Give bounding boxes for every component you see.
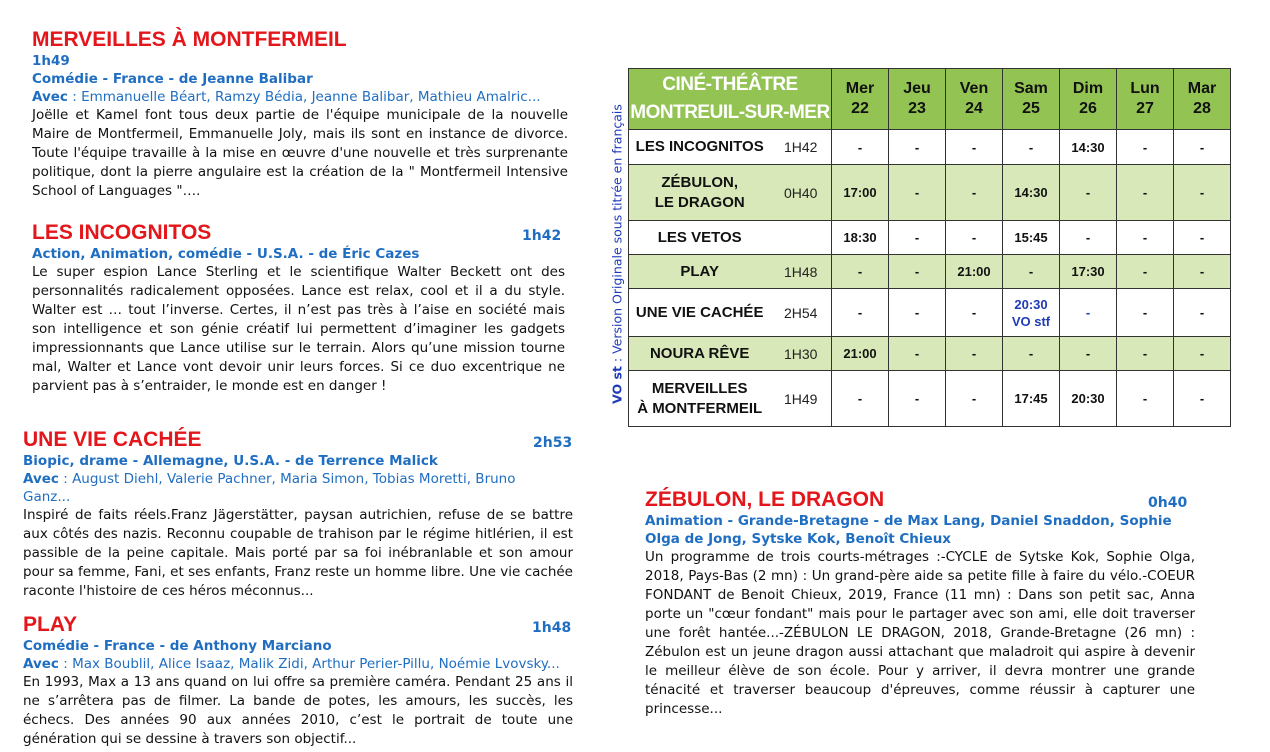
film-play: [23, 613, 573, 749]
showtime-cell: -: [1003, 130, 1060, 165]
schedule-row: [629, 165, 1231, 221]
film-cast: [23, 470, 573, 506]
showtime-cell: -: [1060, 165, 1117, 221]
day-number: 25: [1022, 100, 1040, 117]
day-name: Lun: [1130, 80, 1160, 97]
film-cast: [23, 655, 573, 673]
showtime-cell: -: [832, 371, 889, 427]
schedule-film-duration: 1H48: [770, 255, 831, 289]
showtime-cell: 17:30: [1060, 255, 1117, 289]
cast-names: : August Diehl, Valerie Pachner, Maria Simon, Tobias Moretti, Bruno Ganz...: [23, 471, 516, 505]
schedule-film-name-line2: À MONTFERMEIL: [637, 399, 763, 417]
day-number: 24: [965, 100, 983, 117]
schedule-film-name: [629, 165, 771, 221]
showtime-cell: 14:30: [1003, 165, 1060, 221]
showtime-cell: -: [1117, 289, 1174, 337]
schedule-film-name: [629, 337, 771, 371]
day-number: 28: [1193, 100, 1211, 117]
schedule-film-name-line1: MERVEILLES: [651, 379, 748, 397]
showtime-cell: -: [1117, 255, 1174, 289]
film-title: LES INCOGNITOS: [32, 221, 212, 244]
showtime-cell: -: [889, 255, 946, 289]
film-meta: Animation - Grande-Bretagne - de Max Lang, Daniel Snaddon, Sophie Olga de Jong, Sytske Kok, Benoît Chieux: [645, 513, 1172, 547]
day-name: Dim: [1072, 80, 1104, 97]
film-meta: Comédie - France - de Anthony Marciano: [23, 638, 332, 654]
schedule-row: [629, 337, 1231, 371]
film-vie-cachee: [23, 428, 573, 601]
film-meta: Comédie - France - de Jeanne Balibar: [32, 71, 313, 87]
schedule-film-duration: 1H42: [770, 130, 831, 165]
showtime-cell: -: [889, 289, 946, 337]
showtime-cell: -: [1003, 255, 1060, 289]
cast-label: Avec: [23, 471, 59, 487]
schedule-film-name-line2: LE DRAGON: [654, 193, 745, 211]
schedule-film-name-line1: ZÉBULON,: [661, 173, 739, 191]
schedule-film-duration: [770, 221, 831, 255]
schedule-row: [629, 371, 1231, 427]
showtime-cell: 18:30: [832, 221, 889, 255]
film-synopsis: Le super espion Lance Sterling et le scientifique Walter Beckett ont des personnalités radicalement opposées. Lance est relax, cool et il a du style. Walter est … tout l’inverse. Certes, il n’est pas très à l’aise en société mais son intelligence et son génie créatif lui permettent d’imaginer les gadgets impressionnants que Lance utilise sur le terrain. Alors qu’une mission tourne mal, Walter et Lance vont devoir unir leurs forces. Si ce duo excentrique ne parvient pas à s’entraider, le monde est en danger !: [32, 264, 565, 394]
day-header: [946, 69, 1003, 130]
showtime-cell: -: [946, 221, 1003, 255]
cast-names: : Max Boublil, Alice Isaaz, Malik Zidi, Arthur Perier-Pillu, Noémie Lvovsky...: [58, 656, 560, 672]
film-duration: 1h48: [532, 620, 572, 636]
film-cast: [32, 88, 568, 106]
schedule-film-name-line1: PLAY: [680, 262, 720, 280]
schedule-row: [629, 130, 1231, 165]
showtime-cell: -: [1174, 255, 1231, 289]
film-synopsis: Inspiré de faits réels.Franz Jägerstätter, paysan autrichien, refuse de se battre aux côtés des nazis. Reconnu coupable de trahison par le régime hitlérien, il est passible de la peine capitale. Mais porté par sa foi inébranlable et son amour pour sa femme, Fani, et ses enfants, Franz reste un homme libre. Une vie cachée raconte l'histoire de ces héros méconnus...: [23, 507, 573, 599]
day-name: Mar: [1187, 80, 1217, 97]
showtime-cell: -: [946, 289, 1003, 337]
showtime-cell: -: [1117, 165, 1174, 221]
film-title: MERVEILLES À MONTFERMEIL: [32, 28, 347, 51]
vo-legend: [603, 78, 631, 430]
cast-label: Avec: [23, 656, 59, 672]
showtime-cell: -: [1174, 165, 1231, 221]
showtime-vo-note: VO stf: [1011, 313, 1051, 329]
schedule-film-name: [629, 289, 771, 337]
cast-label: Avec: [32, 89, 68, 105]
film-merveilles: [32, 28, 568, 201]
showtime-cell: -: [1117, 130, 1174, 165]
day-header: [1117, 69, 1174, 130]
showtime-cell: -: [946, 337, 1003, 371]
showtime-cell: -: [1117, 221, 1174, 255]
vo-legend-text: : Version Originale sous titrée en français: [609, 104, 625, 367]
showtime-cell: [1003, 289, 1060, 337]
schedule-film-duration: 2H54: [770, 289, 831, 337]
vo-legend-bold: VO st: [609, 366, 625, 404]
schedule-film-name-line1: UNE VIE CACHÉE: [635, 303, 764, 321]
film-duration: 2h53: [533, 435, 573, 451]
showtime-cell: -: [1060, 337, 1117, 371]
schedule-film-name-line1: LES INCOGNITOS: [635, 138, 764, 155]
film-meta: Biopic, drame - Allemagne, U.S.A. - de Terrence Malick: [23, 453, 438, 469]
schedule-film-name-line1: LES VETOS: [657, 228, 742, 246]
showtime-cell: -: [889, 221, 946, 255]
schedule-film-duration: 1H30: [770, 337, 831, 371]
showtime-cell: -: [832, 255, 889, 289]
day-name: Ven: [959, 80, 989, 97]
showtime-cell: 14:30: [1060, 130, 1117, 165]
film-title: UNE VIE CACHÉE: [23, 428, 202, 451]
film-duration: 1h42: [522, 228, 562, 244]
schedule-film-name: [629, 255, 771, 289]
schedule-film-duration: 0H40: [770, 165, 831, 221]
film-title: PLAY: [23, 613, 78, 636]
film-incognitos: [32, 221, 565, 396]
day-header: [1174, 69, 1231, 130]
day-name: Mer: [845, 80, 875, 97]
showtime-cell: -: [889, 130, 946, 165]
day-header: [889, 69, 946, 130]
schedule-film-name-line1: NOURA RÊVE: [649, 344, 750, 362]
showtime-cell: -: [1174, 130, 1231, 165]
showtime-cell: -: [1117, 337, 1174, 371]
showtime-cell: -: [1174, 221, 1231, 255]
showtime-cell: 15:45: [1003, 221, 1060, 255]
schedule-row: [629, 255, 1231, 289]
showtime: 20:30: [1014, 296, 1048, 312]
schedule-film-name: [629, 221, 771, 255]
film-synopsis: En 1993, Max a 13 ans quand on lui offre sa première caméra. Pendant 25 ans il ne s’arrêtera pas de filmer. La bande de potes, les amours, les succès, les échecs. Des années 90 aux années 2010, c’est le portrait de toute une génération qui se dessine à travers son objectif...: [23, 674, 573, 747]
film-synopsis: Un programme de trois courts-métrages :-CYCLE de Sytske Kok, Sophie Olga, 2018, Pays-Bas (2 mn) : Un grand-père aide sa petite fille à faire du vélo.-COEUR FONDANT de Benoit Chieux, 2019, France (11 mn) : Dans son petit sac, Anna porte un "cœur fondant" mais pour le partager avec son ami, elle doit traverser une forêt hantée...-ZÉBULON LE DRAGON, 2018, Grande-Bretagne (26 mn) : Zébulon est un jeune dragon aussi attachant que maladroit qui aspire à devenir le meilleur élève de son école. Pour y arriver, il devra montrer une grande ténacité et traverser beaucoup d'épreuves, comme réussir à capturer une princesse...: [645, 549, 1195, 717]
schedule-header-row: [629, 69, 1231, 130]
showtime-cell: -: [1003, 337, 1060, 371]
showtime-cell: -: [889, 165, 946, 221]
film-zebulon: [645, 488, 1195, 719]
schedule-film-duration: 1H49: [770, 371, 831, 427]
film-title: ZÉBULON, LE DRAGON: [645, 488, 885, 511]
day-header: [1003, 69, 1060, 130]
cinema-name-line1: CINÉ-THÉÂTRE: [662, 74, 798, 95]
showtime-cell: -: [889, 371, 946, 427]
day-header: [832, 69, 889, 130]
day-number: 23: [908, 100, 926, 117]
showtime-cell: -: [1117, 371, 1174, 427]
schedule-row: [629, 221, 1231, 255]
day-name: Jeu: [903, 80, 931, 97]
showtime-cell: -: [1174, 371, 1231, 427]
film-meta: Action, Animation, comédie - U.S.A. - de Éric Cazes: [32, 246, 420, 262]
day-number: 22: [851, 100, 869, 117]
schedule-row: [629, 289, 1231, 337]
schedule-table: [628, 68, 1231, 427]
showtime-cell: -: [1174, 289, 1231, 337]
film-synopsis: Joëlle et Kamel font tous deux partie de l'équipe municipale de la nouvelle Maire de Montfermeil, Emmanuelle Joly, mais ils sont en instance de divorce. Toute l'équipe travaille à la mise en œuvre d'une nouvelle et très surprenante politique, dont la pierre angulaire est la création de la " Montfermeil Intensive School of Languages "….: [32, 107, 568, 199]
showtime-cell: -: [1174, 337, 1231, 371]
showtime-cell: 20:30: [1060, 371, 1117, 427]
showtime-cell: -: [946, 130, 1003, 165]
film-duration: 1h49: [32, 53, 70, 69]
day-number: 27: [1136, 100, 1154, 117]
showtime-cell: 21:00: [946, 255, 1003, 289]
day-header: [1060, 69, 1117, 130]
showtime-cell: -: [1060, 289, 1117, 337]
cinema-name: [629, 69, 832, 130]
film-duration: 0h40: [1148, 495, 1188, 511]
showtime-cell: 17:45: [1003, 371, 1060, 427]
day-number: 26: [1079, 100, 1097, 117]
showtime-cell: -: [832, 289, 889, 337]
showtime-cell: 17:00: [832, 165, 889, 221]
cast-names: : Emmanuelle Béart, Ramzy Bédia, Jeanne Balibar, Mathieu Amalric...: [67, 89, 541, 105]
cinema-name-line2: MONTREUIL-SUR-MER: [630, 102, 830, 123]
day-name: Sam: [1014, 80, 1048, 97]
showtime-cell: 21:00: [832, 337, 889, 371]
showtime-cell: -: [832, 130, 889, 165]
showtime-cell: -: [889, 337, 946, 371]
schedule-film-name: [629, 371, 771, 427]
showtime-cell: -: [946, 165, 1003, 221]
showtime-cell: -: [946, 371, 1003, 427]
schedule-film-name: [629, 130, 771, 165]
showtime-cell: -: [1060, 221, 1117, 255]
